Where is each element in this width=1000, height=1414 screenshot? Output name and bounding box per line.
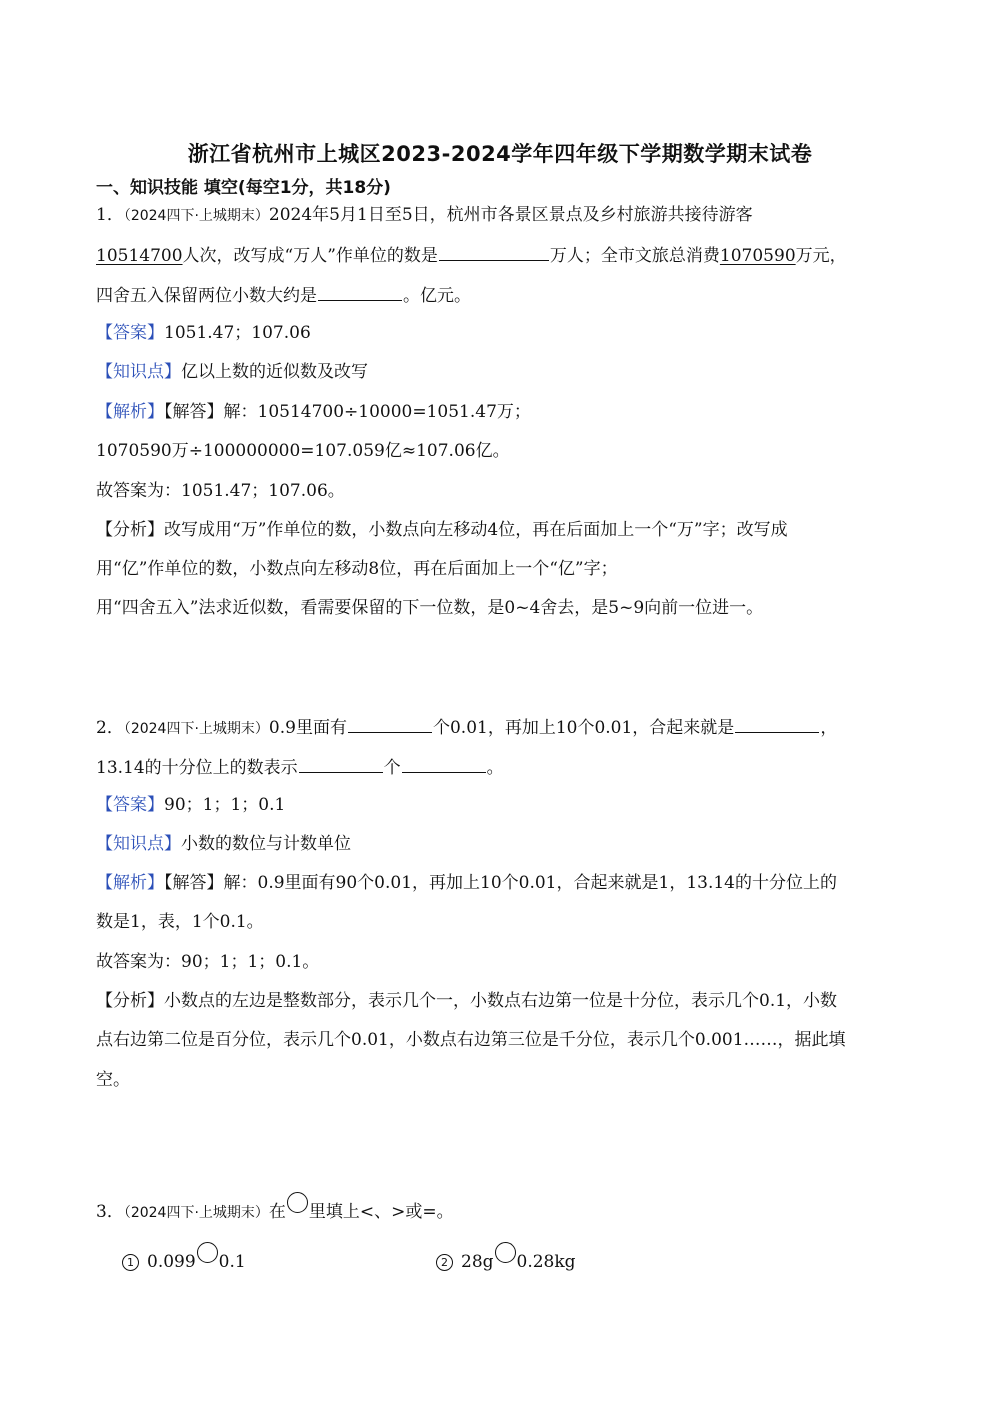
q1-fenxi-2: 用“亿”作单位的数，小数点向左移动8位，再在后面加上一个“亿”字； <box>96 559 618 579</box>
q2-analysis-2: 数是1，表，1个0.1。 <box>96 912 264 932</box>
section-heading: 一、知识技能 填空(每空1分，共18分) <box>96 178 391 198</box>
q2-fenxi-1: 【分析】小数点的左边是整数部分，表示几个一，小数点右边第一位是十分位，表示几个0.1，小数 <box>96 991 838 1011</box>
q1-text-2a: 人次，改写成“万人”作单位的数是 <box>182 246 438 266</box>
q1-jx-tag: 【解析】 <box>96 402 164 422</box>
q2-text-1a: 0.9里面有 <box>268 718 347 738</box>
q2-text-1b: 个0.01，再加上10个0.01，合起来就是 <box>432 718 735 738</box>
q1-value-visitors: 10514700 <box>96 246 183 266</box>
q2-text-2a: 13.14的十分位上的数表示 <box>96 758 298 778</box>
q2-analysis-1 <box>96 871 837 895</box>
q1-analysis-3: 故答案为：1051.47；107.06。 <box>96 481 345 501</box>
q1-kp-tag: 【知识点】 <box>96 362 181 382</box>
q3-number: 3． <box>96 1202 124 1222</box>
q2-knowledge-point <box>96 832 351 856</box>
q3-item-2-right: 0.28kg <box>516 1252 576 1272</box>
circle-placeholder-icon <box>287 1192 308 1213</box>
q1-line-1 <box>96 203 753 228</box>
q3-item-2-number: 2 <box>436 1254 453 1271</box>
q1-fenxi-3: 用“四舍五入”法求近似数，看需要保留的下一位数，是0~4舍去，是5~9向前一位进一。 <box>96 598 764 618</box>
q1-fenxi-1: 【分析】改写成用“万”作单位的数，小数点向左移动4位，再在后面加上一个“万”字；改写成 <box>96 520 788 540</box>
q1-blank-1[interactable] <box>439 242 549 261</box>
q2-line-2 <box>96 754 504 780</box>
q2-text-2c: 。 <box>486 758 504 778</box>
q2-fenxi-2: 点右边第二位是百分位，表示几个0.01，小数点右边第三位是千分位，表示几个0.001……，据此填 <box>96 1030 846 1050</box>
q3-line-1 <box>96 1192 454 1225</box>
q3-item-1-right: 0.1 <box>218 1252 246 1272</box>
q3-item-1-compare-circle[interactable] <box>197 1242 218 1263</box>
q2-answer <box>96 793 285 817</box>
q2-line-1 <box>96 714 837 741</box>
q1-source: （2024四下·上城期末） <box>123 208 269 224</box>
q1-knowledge-point <box>96 360 368 384</box>
q2-blank-4[interactable] <box>402 754 486 773</box>
q2-kp-tag: 【知识点】 <box>96 834 181 854</box>
q3-item-1 <box>122 1242 246 1274</box>
q3-text-1b: 里填上<、>或=。 <box>308 1202 454 1222</box>
q3-text-1a: 在 <box>268 1202 286 1222</box>
q1-answer-text: 1051.47；107.06 <box>164 323 311 343</box>
q1-number: 1． <box>96 205 124 225</box>
q2-blank-2[interactable] <box>735 714 819 733</box>
q1-kp-text: 亿以上数的近似数及改写 <box>181 362 368 382</box>
q2-jx-tag: 【解析】 <box>96 873 164 893</box>
q1-text-3a: 四舍五入保留两位小数大约是 <box>96 286 317 306</box>
q1-text-1: 2024年5月1日至5日，杭州市各景区景点及乡村旅游共接待游客 <box>268 205 753 225</box>
q1-value-spending: 1070590 <box>719 246 796 266</box>
q2-text-1c: ， <box>820 718 838 738</box>
q1-text-3b: 。亿元。 <box>403 286 471 306</box>
q1-answer-tag: 【答案】 <box>96 323 164 343</box>
q2-source: （2024四下·上城期末） <box>123 721 269 737</box>
q1-line-3 <box>96 282 471 308</box>
q3-item-2-compare-circle[interactable] <box>495 1242 516 1263</box>
q3-item-2 <box>436 1242 576 1274</box>
q2-blank-1[interactable] <box>348 714 432 733</box>
q2-answer-tag: 【答案】 <box>96 795 164 815</box>
q2-analysis-3: 故答案为：90；1；1；0.1。 <box>96 952 320 972</box>
q1-jx-text-1: 【解答】解：10514700÷10000=1051.47万； <box>164 402 531 422</box>
q1-line-2 <box>96 242 847 268</box>
q2-answer-text: 90；1；1；0.1 <box>164 795 286 815</box>
q2-number: 2． <box>96 718 124 738</box>
q1-text-2c: 万元， <box>795 246 847 266</box>
q1-answer <box>96 321 311 345</box>
page-title: 浙江省杭州市上城区2023-2024学年四年级下学期数学期末试卷 <box>187 142 813 166</box>
q2-fenxi-3: 空。 <box>96 1070 130 1090</box>
q1-blank-2[interactable] <box>318 282 402 301</box>
q1-text-2b: 万人；全市文旅总消费 <box>549 246 720 266</box>
q1-analysis-1 <box>96 400 531 424</box>
q2-kp-text: 小数的数位与计数单位 <box>181 834 351 854</box>
q2-text-2b: 个 <box>383 758 401 778</box>
q1-analysis-2: 1070590万÷100000000=107.059亿≈107.06亿。 <box>96 441 510 461</box>
q3-source: （2024四下·上城期末） <box>123 1205 269 1221</box>
q2-blank-3[interactable] <box>299 754 383 773</box>
q3-item-1-left: 0.099 <box>147 1252 196 1272</box>
q3-item-2-left: 28g <box>461 1252 494 1272</box>
q2-jx-text-1: 【解答】解：0.9里面有90个0.01，再加上10个0.01，合起来就是1，13.14的十分位上的 <box>164 873 837 893</box>
q3-item-1-number: 1 <box>122 1254 139 1271</box>
